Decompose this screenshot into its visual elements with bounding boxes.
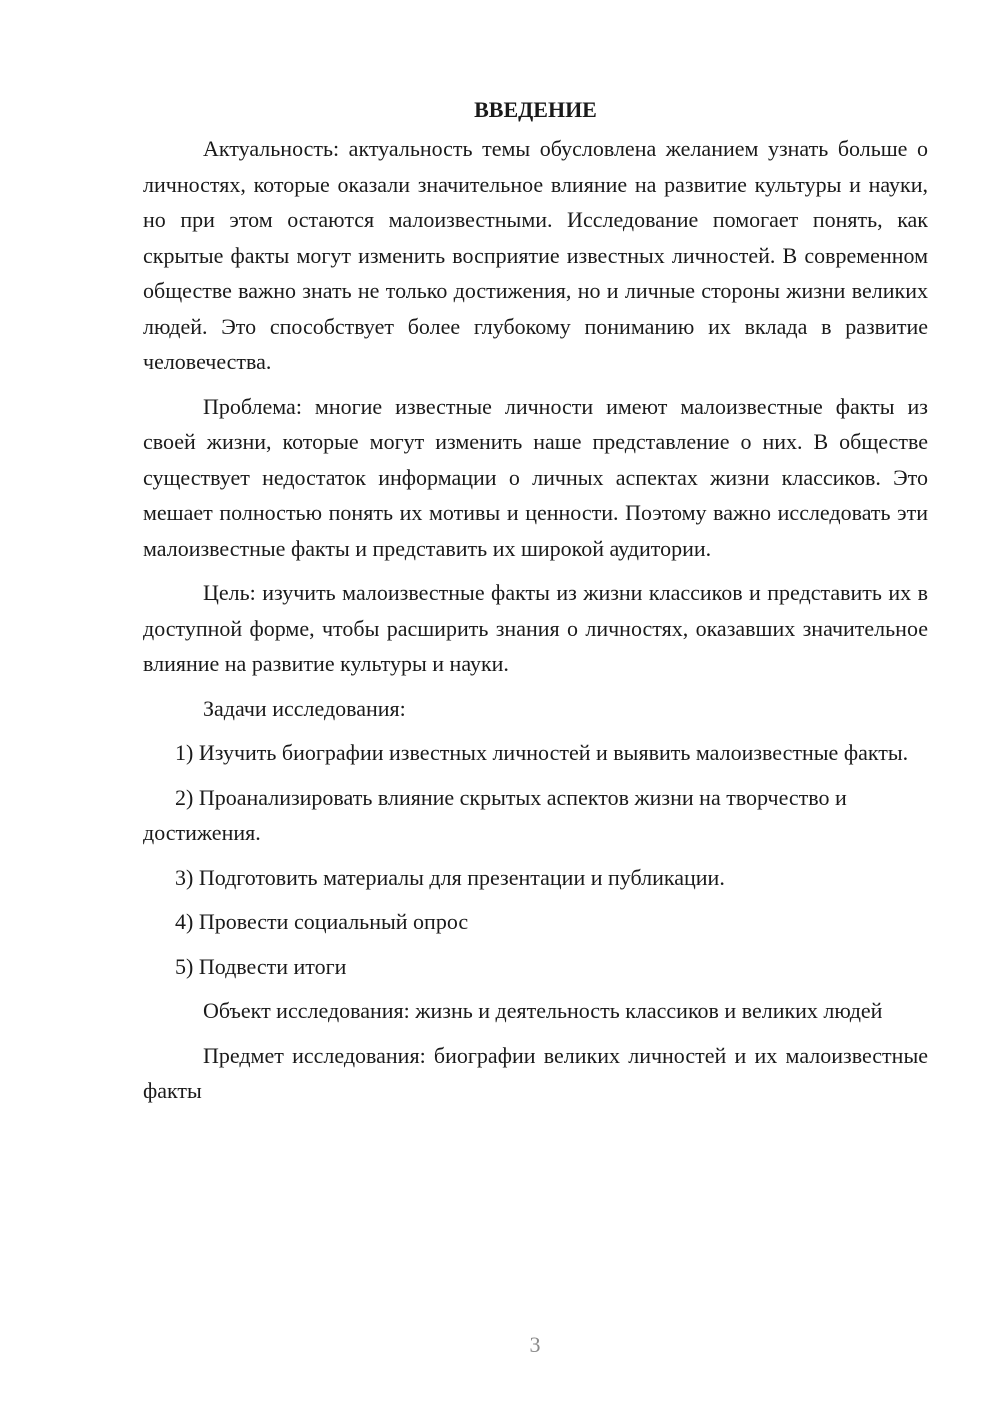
page-number: 3 [529,1332,541,1357]
problem-paragraph: Проблема: многие известные личности имеют малоизвестные факты из своей жизни, которые могут изменить наше представление о них. В обществе существует недостаток информации о личных аспектах жизни классиков. Это мешает полностью понять их мотивы и ценности. Поэтому важно исследовать эти малоизвестные факты и представить их широкой аудитории. [143,393,928,561]
task-item-2: 2) Проанализировать влияние скрытых аспектов жизни на творчество и достижения. [143,784,847,845]
object-paragraph: Объект исследования: жизнь и деятельность классиков и великих людей [203,998,883,1023]
relevance-paragraph: Актуальность: актуальность темы обусловлена желанием узнать больше о личностях, которые оказали значительное влияние на развитие культуры и науки, но при этом остаются малоизвестными. Исследование помогает понять, как скрытые факты могут изменить восприятие известных личностей. В современном обществе важно знать не только достижения, но и личные стороны жизни великих людей. Это способствует более глубокому пониманию их вклада в развитие человечества. [143,136,928,374]
task-item-3: 3) Подготовить материалы для презентации и публикации. [175,864,725,890]
goal-paragraph: Цель: изучить малоизвестные факты из жизни классиков и представить их в доступной форме, чтобы расширить знания о личностях, оказавших значительное влияние на развитие культуры и науки. [143,580,928,676]
task-item-5: 5) Подвести итоги [175,953,347,979]
page-title: ВВЕДЕНИЕ [474,97,597,122]
tasks-heading: Задачи исследования: [203,695,406,721]
task-item-1: 1) Изучить биографии известных личностей и выявить малоизвестные факты. [175,740,909,765]
subject-paragraph: Предмет исследования: биографии великих личностей и их малоизвестные факты [143,1042,928,1103]
document-body [143,92,928,1118]
task-item-4: 4) Провести социальный опрос [175,909,469,934]
